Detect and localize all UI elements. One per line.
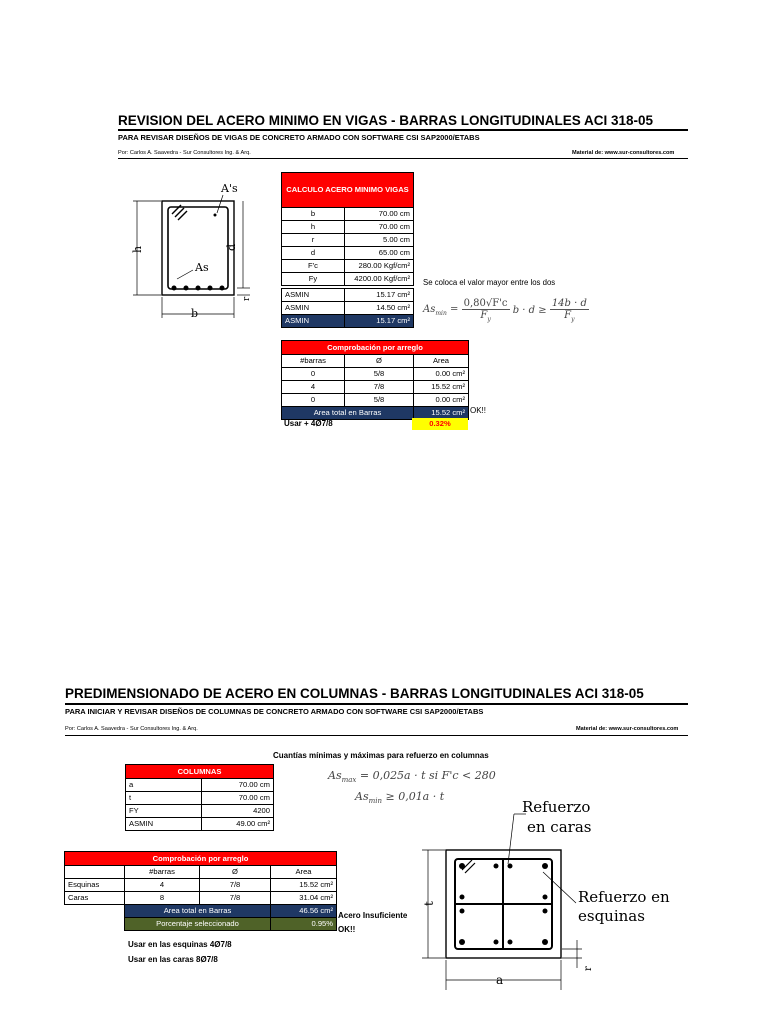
beam-check-cell: 4	[282, 381, 345, 394]
column-t-label: t	[422, 901, 436, 906]
beam-subtitle: PARA REVISAR DISEÑOS DE VIGAS DE CONCRETO ARMADO CON SOFTWARE CSI SAP2000/ETABS	[118, 133, 480, 142]
beam-check-cell: 0.00 cm²	[414, 394, 469, 407]
column-data-label: FY	[126, 805, 202, 818]
beam-check-cell: 0.00 cm²	[414, 368, 469, 381]
column-section-diagram	[410, 790, 710, 1020]
beam-b-label: b	[191, 307, 199, 320]
column-check-col-header: Area	[271, 866, 337, 879]
column-percent-value: 0.95%	[271, 918, 337, 931]
column-data-value: 49.00 cm²	[202, 818, 274, 831]
column-percent-label: Porcentaje seleccionado	[125, 918, 271, 931]
beam-check-cell: 0	[282, 394, 345, 407]
column-total-spacer	[65, 905, 125, 918]
column-material: Material de: www.sur-consultores.com	[576, 726, 679, 732]
column-author: Por: Carlos A. Saavedra - Sur Consultores Ing. & Arq.	[65, 726, 198, 732]
beam-author-rule	[118, 158, 688, 159]
beam-total-label: Area total en Barras	[282, 407, 414, 420]
column-corners-label-2: esquinas	[578, 907, 645, 925]
beam-total-value: 15.52 cm²	[414, 407, 469, 420]
column-percent-status: OK!!	[338, 925, 356, 934]
beam-d-label: d	[225, 243, 238, 251]
beam-check-table	[281, 340, 469, 420]
column-corners-label-1: Refuerzo en	[578, 888, 670, 906]
column-check-cell: Caras	[65, 892, 125, 905]
column-check-table	[64, 851, 337, 931]
column-data-label: t	[126, 792, 202, 805]
column-use-corners: Usar en las esquinas 4Ø7/8	[128, 940, 232, 949]
column-total-label: Area total en Barras	[125, 905, 271, 918]
column-data-label: a	[126, 779, 202, 792]
column-check-cell: 31.04 cm²	[271, 892, 337, 905]
beam-calc-label: b	[282, 208, 345, 221]
column-subtitle: PARA INICIAR Y REVISAR DISEÑOS DE COLUMNAS DE CONCRETO ARMADO CON SOFTWARE CSI SAP2000/ETABS	[65, 707, 484, 716]
beam-check-col-header: Ø	[345, 355, 414, 368]
column-percent-spacer	[65, 918, 125, 931]
beam-check-cell: 15.52 cm²	[414, 381, 469, 394]
beam-h-label: h	[131, 245, 144, 253]
beam-calc-label: r	[282, 234, 345, 247]
column-check-cell: 7/8	[200, 879, 271, 892]
beam-percent: 0.32%	[412, 418, 468, 430]
column-asmax-formula: $As_{max} = 0,025a \cdot t$ si F'c < 280	[328, 769, 496, 785]
beam-check-cell: 5/8	[345, 368, 414, 381]
beam-calc-value: 65.00 cm	[345, 247, 414, 260]
beam-use-label: Usar + 4Ø7/8	[284, 419, 333, 428]
column-title-rule	[65, 703, 688, 705]
column-check-cell: Esquinas	[65, 879, 125, 892]
beam-asmin-selected-label: ASMIN	[282, 315, 345, 328]
beam-asmin-table	[281, 288, 414, 328]
beam-calc-value: 70.00 cm	[345, 221, 414, 234]
column-check-cell: 8	[125, 892, 200, 905]
beam-check-cell: 7/8	[345, 381, 414, 394]
column-check-col-header: Ø	[200, 866, 271, 879]
column-a-label: a	[496, 973, 504, 987]
beam-calc-label: Fy	[282, 273, 345, 286]
beam-r-label: r	[242, 296, 252, 301]
beam-check-header: Comprobación por arreglo	[282, 341, 469, 355]
beam-asmin-label: ASMIN	[282, 289, 345, 302]
beam-check-cell: 5/8	[345, 394, 414, 407]
beam-check-col-header: Area	[414, 355, 469, 368]
beam-asmin-label: ASMIN	[282, 302, 345, 315]
column-check-col-header	[65, 866, 125, 879]
column-check-header: Comprobación por arreglo	[65, 852, 337, 866]
beam-section-diagram	[125, 175, 265, 325]
beam-asmin-value: 14.50 cm²	[345, 302, 414, 315]
column-asmin-formula: $As_{min} \ge 0,01a \cdot t$	[355, 790, 445, 806]
beam-asmin-selected-value: 15.17 cm²	[345, 315, 414, 328]
beam-total-status: OK!!	[470, 406, 487, 415]
column-author-rule	[65, 735, 688, 736]
column-r-label: r	[583, 966, 594, 971]
column-total-value: 46.56 cm²	[271, 905, 337, 918]
beam-calc-table	[281, 172, 414, 286]
column-cuantias-title: Cuantías mínimas y máximas para refuerzo en columnas	[273, 751, 489, 760]
column-data-label: ASMIN	[126, 818, 202, 831]
column-faces-label-1: Refuerzo	[522, 798, 591, 816]
column-data-table	[125, 764, 274, 831]
column-check-cell: 7/8	[200, 892, 271, 905]
beam-calc-value: 4200.00 Kgf/cm²	[345, 273, 414, 286]
column-title: PREDIMENSIONADO DE ACERO EN COLUMNAS - BARRAS LONGITUDINALES ACI 318-05	[65, 686, 644, 701]
column-data-value: 70.00 cm	[202, 792, 274, 805]
beam-note: Se coloca el valor mayor entre los dos	[423, 278, 556, 287]
beam-title: REVISION DEL ACERO MINIMO EN VIGAS - BARRAS LONGITUDINALES ACI 318-05	[118, 113, 654, 128]
beam-asmin-formula: $As_{min}$ = $\frac{0,80√F'c}{F_y}$ b · d ≥ $\frac{14b \cdot d}{F_y}$	[423, 298, 587, 323]
column-faces-label-2: en caras	[527, 818, 592, 836]
column-check-cell: 4	[125, 879, 200, 892]
beam-check-col-header: #barras	[282, 355, 345, 368]
beam-asmin-value: 15.17 cm²	[345, 289, 414, 302]
beam-calc-value: 70.00 cm	[345, 208, 414, 221]
column-data-header: COLUMNAS	[126, 765, 274, 779]
beam-title-rule	[118, 129, 688, 131]
beam-calc-label: F'c	[282, 260, 345, 273]
beam-calc-value: 280.00 Kgf/cm²	[345, 260, 414, 273]
beam-calc-label: d	[282, 247, 345, 260]
beam-check-cell: 0	[282, 368, 345, 381]
beam-bottom-steel-label: As	[195, 261, 209, 274]
beam-calc-header: CALCULO ACERO MINIMO VIGAS	[282, 173, 414, 208]
column-check-col-header: #barras	[125, 866, 200, 879]
column-check-cell: 15.52 cm²	[271, 879, 337, 892]
beam-top-steel-label: A's	[221, 182, 238, 195]
beam-material: Material de: www.sur-consultores.com	[572, 150, 675, 156]
beam-calc-value: 5.00 cm	[345, 234, 414, 247]
beam-calc-label: h	[282, 221, 345, 234]
column-use-faces: Usar en las caras 8Ø7/8	[128, 955, 218, 964]
beam-author: Por: Carlos A. Saavedra - Sur Consultores Ing. & Arq.	[118, 150, 251, 156]
column-data-value: 4200	[202, 805, 274, 818]
column-total-status: Acero Insuficiente	[338, 911, 408, 920]
column-data-value: 70.00 cm	[202, 779, 274, 792]
